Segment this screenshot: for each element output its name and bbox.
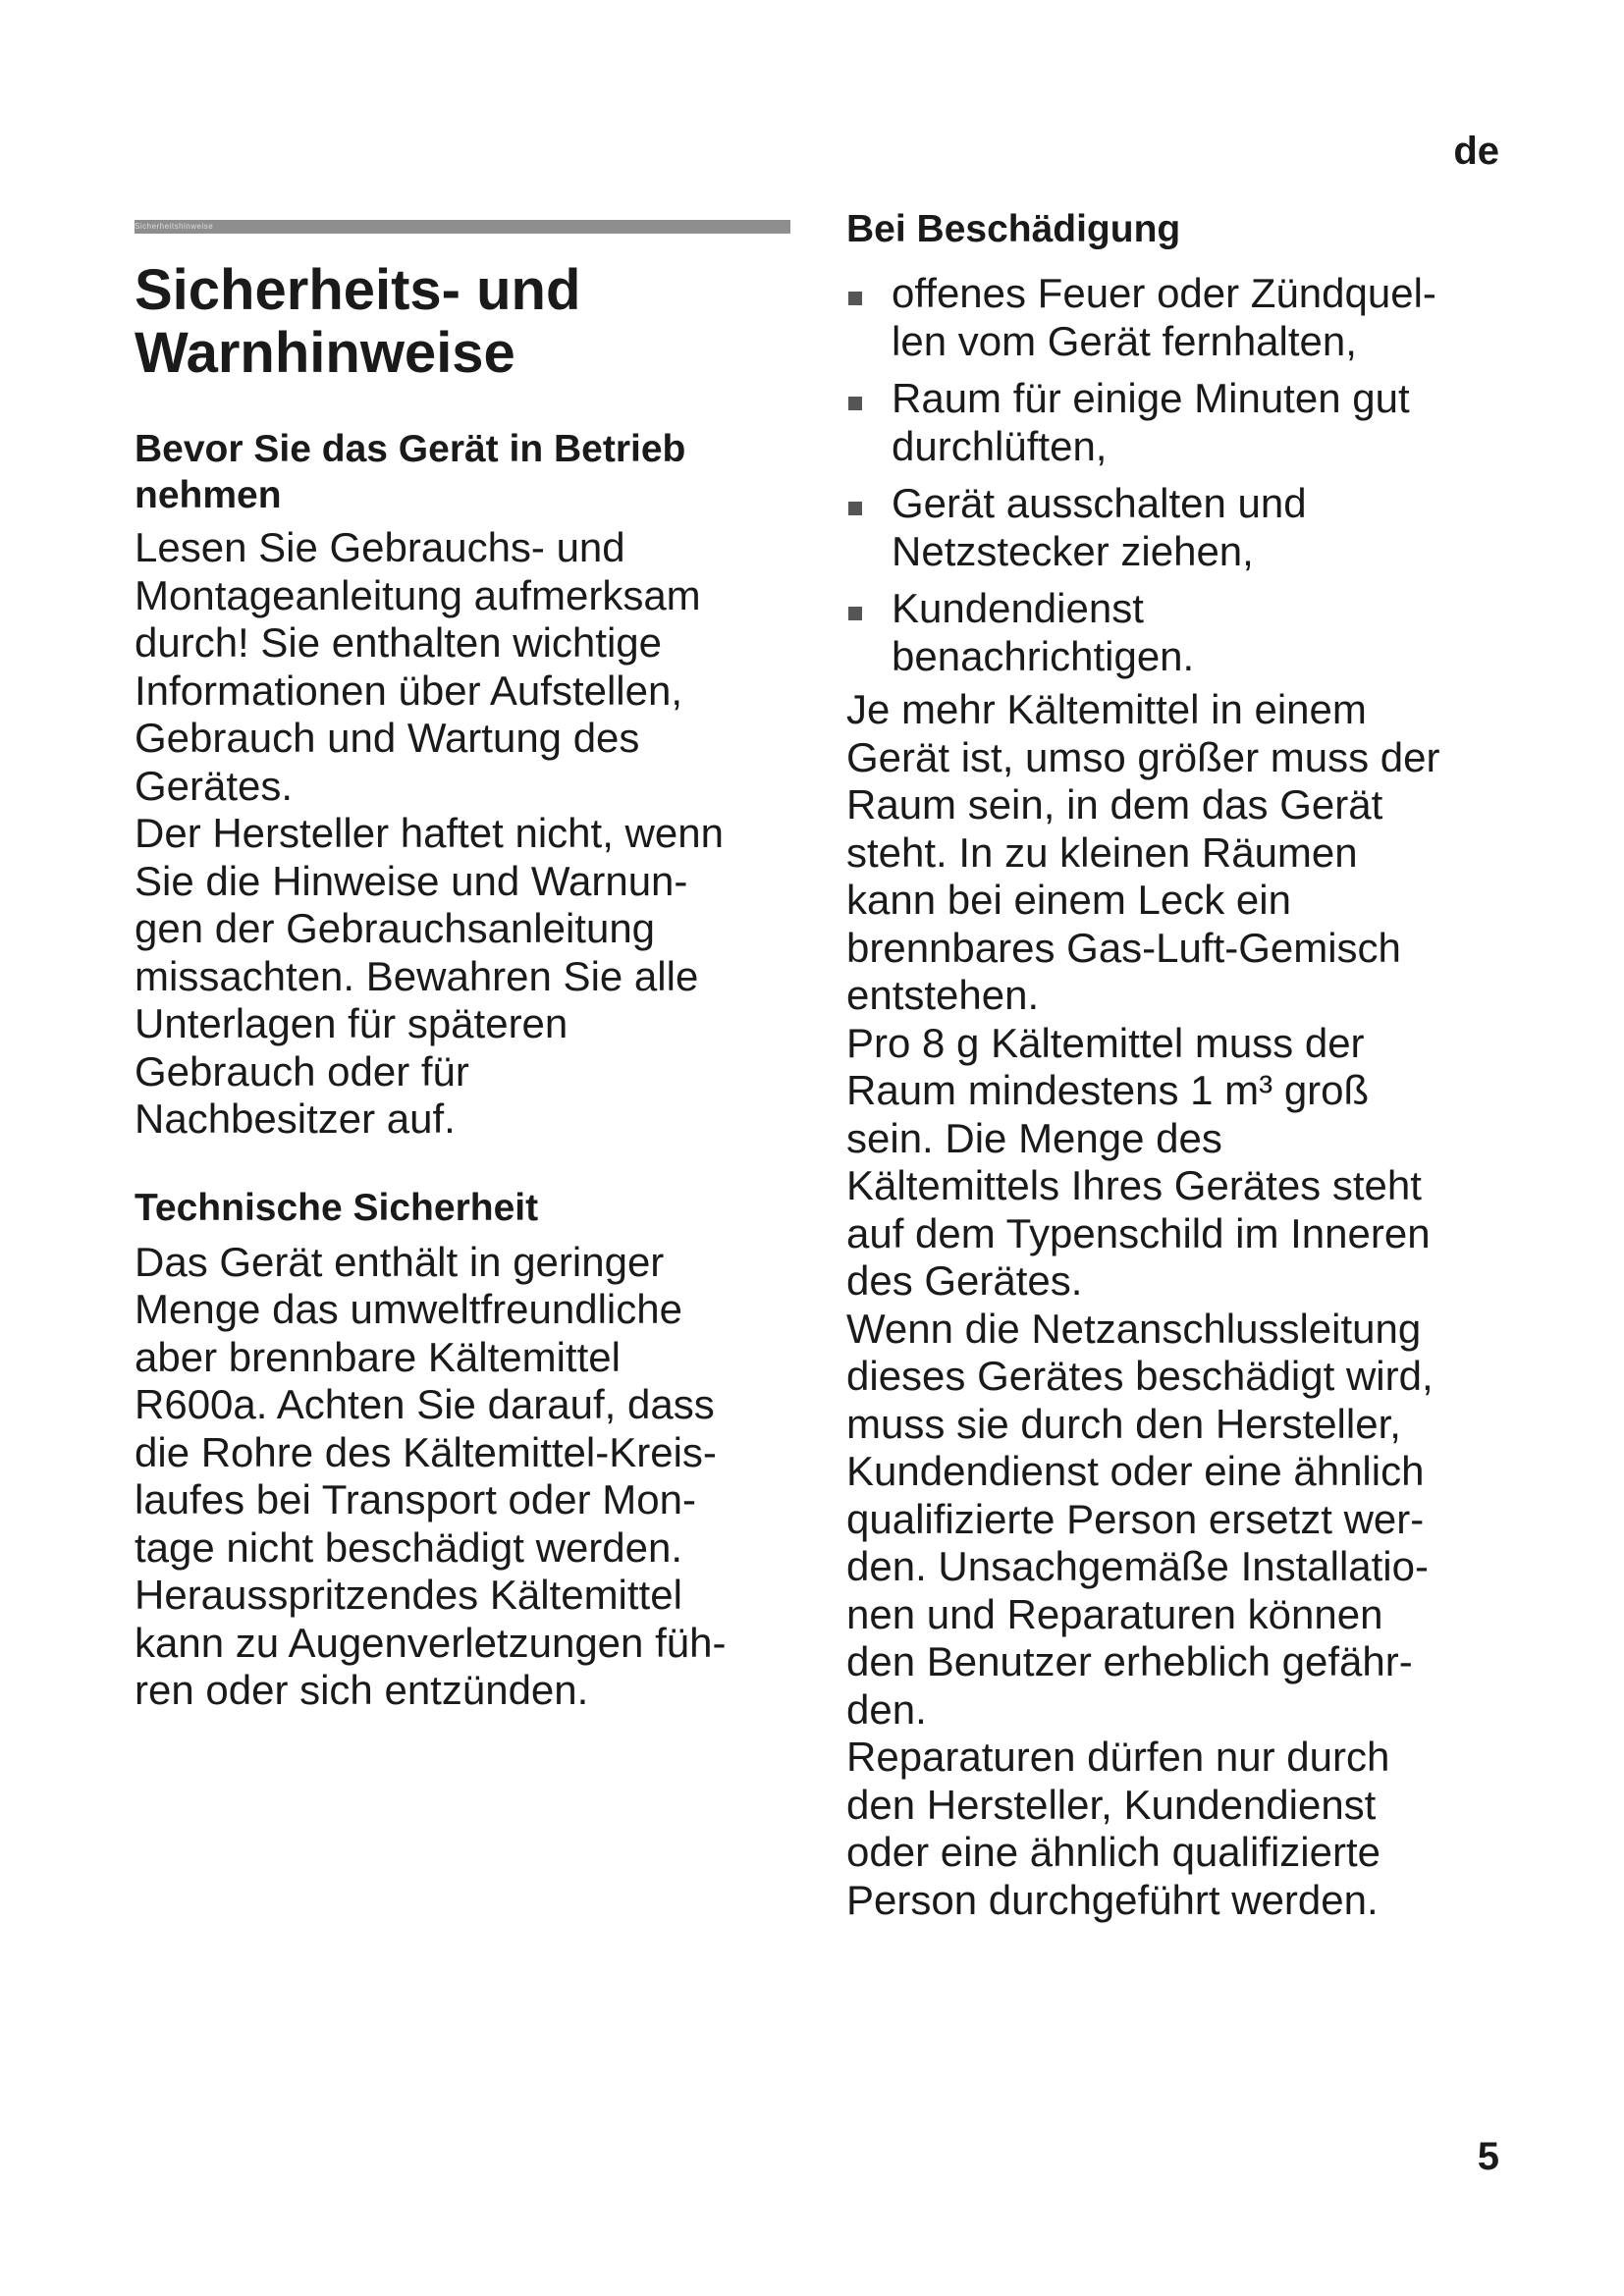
text-line: Lesen Sie Gebrauchs- und (135, 524, 625, 570)
square-bullet-icon (848, 502, 862, 515)
chapter-title (135, 259, 790, 385)
text-line: dieses Gerätes beschädigt wird, (846, 1353, 1434, 1399)
text-line: Informationen über Aufstellen, (135, 667, 683, 714)
text-line: entstehen. (846, 972, 1040, 1018)
section-heading-technical-safety: Technische Sicherheit (135, 1186, 539, 1229)
text-line: durch! Sie enthalten wichtige (135, 619, 662, 666)
text-line: ren oder sich entzünden. (135, 1667, 589, 1713)
square-bullet-icon (848, 607, 862, 620)
text-line: kann bei einem Leck ein (846, 877, 1291, 923)
paragraph-power-cable (846, 1306, 1514, 1735)
text-line: Je mehr Kältemittel in einem (846, 686, 1367, 732)
text-line: oder eine ähnlich qualifizierte (846, 1829, 1381, 1875)
text-line: R600a. Achten Sie darauf, dass (135, 1381, 715, 1427)
text-line: Kundendienst oder eine ähnlich (846, 1448, 1425, 1494)
text-line: Netzstecker ziehen, (892, 527, 1254, 574)
text-line: Wenn die Netzanschlussleitung (846, 1305, 1422, 1352)
square-bullet-icon (848, 292, 862, 305)
text-line: Gerät ist, umso größer muss der (846, 733, 1440, 780)
paragraph-read-instructions (135, 524, 790, 810)
text-line: Der Hersteller haftet nicht, wenn (135, 810, 724, 856)
right-column (846, 206, 1514, 1924)
chapter-title-line: Sicherheits- und (135, 258, 581, 322)
text-line: Kältemittels Ihres Gerätes steht (846, 1162, 1422, 1208)
page-number: 5 (1477, 2135, 1499, 2178)
left-column (135, 220, 790, 1715)
text-line: len vom Gerät fernhalten, (892, 317, 1357, 364)
damage-steps-list (846, 270, 1514, 680)
text-line: den. (846, 1685, 927, 1733)
text-line: missachten. Bewahren Sie alle (135, 952, 699, 999)
text-line: Raum mindestens 1 m³ groß (846, 1067, 1370, 1113)
paragraph-room-size (846, 686, 1514, 1020)
list-item (846, 270, 1514, 365)
text-line: steht. In zu kleinen Räumen (846, 828, 1358, 876)
text-line: den. Unsachgemäße Installatio- (846, 1543, 1429, 1589)
text-line: Montageanleitung aufmerksam (135, 571, 701, 618)
text-line: des Gerätes. (846, 1257, 1083, 1304)
text-line: Gebrauch und Wartung des (135, 715, 640, 761)
list-item (846, 480, 1514, 575)
text-line: sein. Die Menge des (846, 1114, 1222, 1161)
section-heading-before-use (135, 426, 790, 518)
text-line: nen und Reparaturen können (846, 1590, 1383, 1637)
square-bullet-icon (848, 397, 862, 410)
text-line: auf dem Typenschild im Inneren (846, 1209, 1431, 1256)
list-item (846, 585, 1514, 680)
text-line: muss sie durch den Hersteller, (846, 1400, 1401, 1447)
text-line: Gerät ausschalten und (892, 480, 1307, 526)
paragraph-refrigerant-volume (846, 1020, 1514, 1306)
text-line: Gebrauch oder für (135, 1047, 469, 1095)
section-heading-damage: Bei Beschädigung (846, 208, 1181, 250)
text-line: brennbares Gas-Luft-Gemisch (846, 924, 1401, 971)
text-line: laufes bei Transport oder Mon- (135, 1476, 696, 1522)
text-line: Gerätes. (135, 762, 294, 809)
language-tag: de (1453, 130, 1499, 173)
text-line: Raum sein, in dem das Gerät (846, 781, 1383, 828)
text-line: qualifizierte Person ersetzt wer- (846, 1495, 1425, 1542)
text-line: benachrichtigen. (892, 632, 1195, 679)
list-item (846, 375, 1514, 470)
text-line: durchlüften, (892, 422, 1108, 469)
heading-line: Bevor Sie das Gerät in Betrieb (135, 428, 686, 470)
heading-line: nehmen (135, 474, 282, 516)
text-line: offenes Feuer oder Zündquel- (892, 270, 1436, 316)
text-line: Das Gerät enthält in geringer (135, 1238, 665, 1285)
text-line: den Benutzer erheblich gefähr- (846, 1638, 1413, 1684)
text-line: Unterlagen für späteren (135, 1000, 568, 1046)
text-line: Nachbesitzer auf. (135, 1095, 456, 1142)
text-line: Sie die Hinweise und Warnun- (135, 857, 688, 904)
text-line: den Hersteller, Kundendienst (846, 1781, 1377, 1828)
chapter-title-line: Warnhinweise (135, 321, 515, 385)
text-line: Herausspritzendes Kältemittel (135, 1572, 682, 1618)
text-line: Raum für einige Minuten gut (892, 375, 1410, 421)
paragraph-repairs (846, 1734, 1514, 1924)
section-rule-label: Sicherheitshinweise (135, 222, 214, 231)
paragraph-liability (135, 810, 790, 1144)
text-line: die Rohre des Kältemittel-Kreis- (135, 1428, 717, 1475)
text-line: Reparaturen dürfen nur durch (846, 1734, 1390, 1780)
paragraph-refrigerant (135, 1239, 790, 1715)
text-line: Person durchgeführt werden. (846, 1876, 1379, 1923)
text-line: tage nicht beschädigt werden. (135, 1523, 683, 1571)
text-line: gen der Gebrauchsanleitung (135, 905, 656, 951)
text-line: Pro 8 g Kältemittel muss der (846, 1019, 1365, 1066)
text-line: kann zu Augenverletzungen füh- (135, 1619, 727, 1666)
text-line: Kundendienst (892, 585, 1144, 631)
text-line: Menge das umweltfreundliche (135, 1286, 682, 1332)
section-rule (135, 220, 790, 234)
text-line: aber brennbare Kältemittel (135, 1333, 621, 1380)
